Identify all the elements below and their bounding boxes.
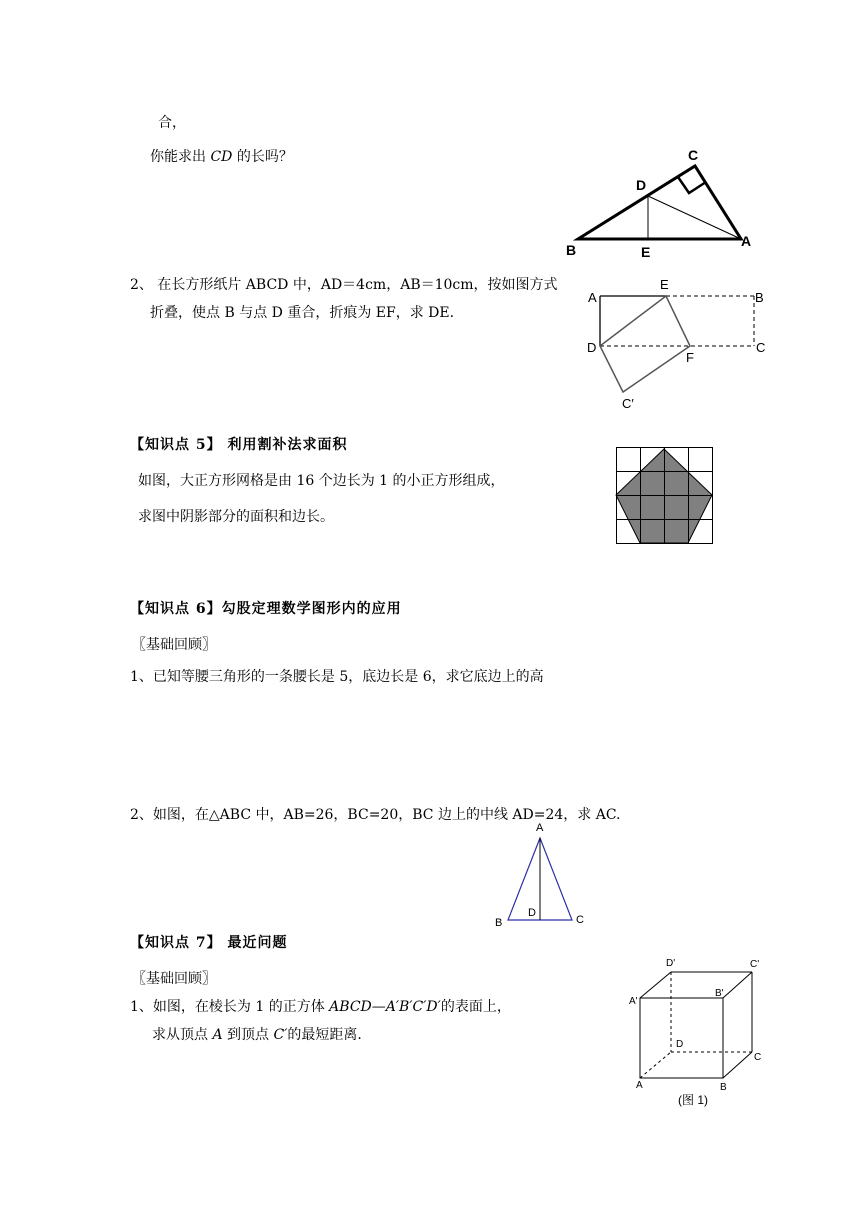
label-C: C [756, 340, 766, 355]
label-B: B [720, 1082, 727, 1093]
label-B: B [755, 290, 764, 305]
kp5-heading: 【知识点 5】 利用割补法求面积 [130, 437, 348, 453]
kp6-heading: 【知识点 6】勾股定理数学图形内的应用 [130, 601, 402, 617]
label-B: B [495, 917, 503, 929]
label-D-prime: D' [666, 958, 676, 969]
label-A: A [536, 822, 544, 834]
label-A-prime: A' [629, 996, 638, 1007]
kp6-q2: 2、如图，在△ABC 中，AB=26，BC=20，BC 边上的中线 AD=24，求 AC. [130, 807, 621, 823]
label-F: F [686, 350, 694, 365]
label-D: D [528, 907, 536, 919]
triangle-median-figure [490, 818, 600, 930]
kp6-q1: 1、已知等腰三角形的一条腰长是 5，底边长是 6，求它底边上的高 [130, 669, 544, 685]
folded-rectangle-figure [580, 272, 780, 412]
label-C: C [576, 914, 584, 926]
label-C: C [688, 147, 699, 163]
label-E: E [641, 244, 651, 260]
label-A: A [636, 1080, 643, 1091]
grid-pentagon-figure [616, 447, 716, 547]
kp5-line1: 如图，大正方形网格是由 16 个边长为 1 的小正方形组成， [138, 473, 505, 489]
q2-fold-line2: 折叠，使点 B 与点 D 重合，折痕为 EF，求 DE. [150, 305, 455, 321]
label-D: D [676, 1039, 684, 1050]
label-D: D [587, 340, 597, 355]
label-C-prime: C' [750, 959, 760, 970]
label-E: E [660, 277, 669, 292]
label-A: A [741, 233, 752, 249]
label-C-prime: C′ [622, 396, 634, 411]
figure-caption: (图 1) [678, 1093, 709, 1107]
q2-fold-line1: 2、 在长方形纸片 ABCD 中，AD＝4cm，AB＝10cm，按如图方式 [130, 277, 558, 293]
intro-line2: 你能求出 CD 的长吗？ [150, 149, 293, 165]
right-triangle-figure [560, 145, 760, 265]
label-A: A [588, 290, 597, 305]
label-B: B [566, 242, 577, 258]
label-B-prime: B' [715, 988, 724, 999]
label-C: C [754, 1052, 762, 1063]
intro-line1: 合， [158, 115, 186, 131]
kp7-review: 〖基础回顾〗 [132, 971, 216, 987]
kp5-line2: 求图中阴影部分的面积和边长。 [138, 509, 334, 525]
kp6-review: 〖基础回顾〗 [132, 637, 216, 653]
kp7-q1: 1、如图，在棱长为 1 的正方体 ABCD—A′B′C′D′的表面上， [130, 999, 511, 1015]
kp7-q2: 求从顶点 A 到顶点 C′的最短距离. [152, 1027, 362, 1043]
label-D: D [636, 177, 647, 193]
cube-figure [626, 954, 776, 1107]
kp7-heading: 【知识点 7】 最近问题 [130, 935, 288, 951]
